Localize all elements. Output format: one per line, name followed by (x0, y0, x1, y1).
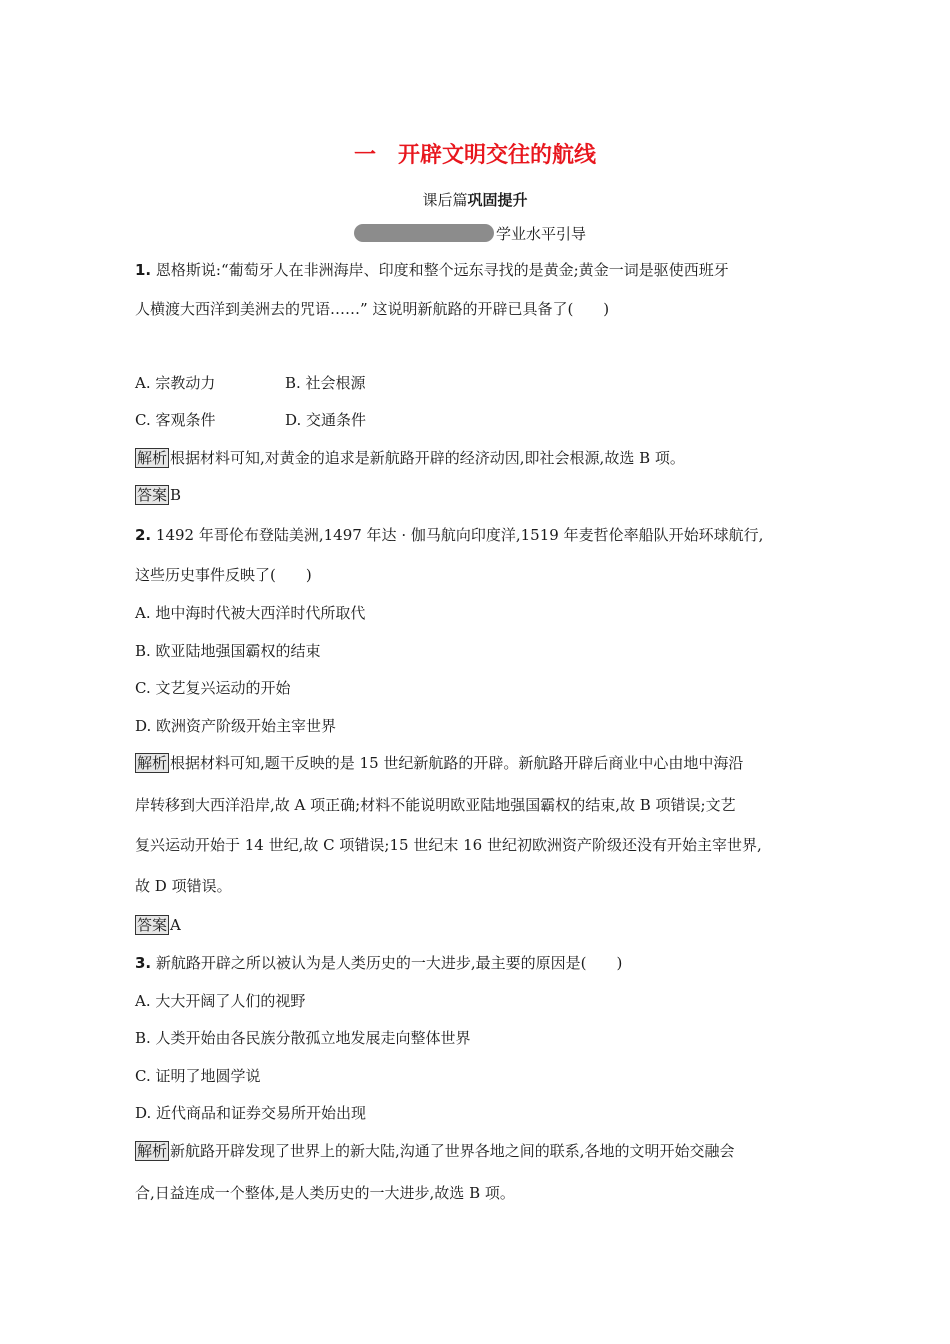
analysis-tag: 解析 (137, 754, 168, 772)
q3-option-d: D. 近代商品和证券交易所开始出现 (135, 1104, 367, 1122)
q3-stem-text1: 新航路开辟之所以被认为是人类历史的一大进步,最主要的原因是( ) (151, 954, 623, 972)
q1-stem-text1: 恩格斯说:“葡萄牙人在非洲海岸、印度和整个远东寻找的是黄金;黄金一词是驱使西班牙 (151, 261, 729, 279)
q1-answer (135, 485, 181, 505)
q1-stem-line2: 人横渡大西洋到美洲去的咒语……” 这说明新航路的开辟已具备了( ) (135, 300, 610, 318)
section-subtitle (0, 189, 950, 210)
q2-number: 2. (135, 526, 152, 544)
q2-analysis-text1: 根据材料可知,题干反映的是 15 世纪新航路的开辟。新航路开辟后商业中心由地中海沿 (170, 754, 744, 772)
q2-option-c: C. 文艺复兴运动的开始 (135, 679, 291, 697)
level-label: 学业水平引导 (496, 224, 587, 243)
q2-analysis-line3: 复兴运动开始于 14 世纪,故 C 项错误;15 世纪末 16 世纪初欧洲资产阶级还没有开始主宰世界, (135, 836, 762, 854)
q2-answer (135, 915, 181, 935)
q2-stem-text1: 1492 年哥伦布登陆美洲,1497 年达 · 伽马航向印度洋,1519 年麦哲伦率船队开始环球航行, (151, 526, 764, 544)
q2-analysis-line1 (135, 753, 743, 773)
analysis-tag: 解析 (137, 1142, 168, 1160)
q1-analysis-text: 根据材料可知,对黄金的追求是新航路开辟的经济动因,即社会根源,故选 B 项。 (170, 449, 685, 467)
q2-option-a: A. 地中海时代被大西洋时代所取代 (135, 604, 366, 622)
answer-tag: 答案 (137, 486, 168, 504)
q1-stem-line1 (135, 260, 729, 280)
q2-analysis-line2: 岸转移到大西洋沿岸,故 A 项正确;材料不能说明欧亚陆地强国霸权的结束,故 B 项错误;文艺 (135, 796, 736, 814)
page-title (0, 138, 950, 169)
q1-options-row2 (135, 410, 367, 430)
q2-analysis-line4: 故 D 项错误。 (135, 877, 232, 895)
q1-option-a: A. 宗教动力 (135, 374, 216, 392)
q3-analysis-line1 (135, 1141, 735, 1161)
subtitle-prefix: 课后篇 (422, 191, 468, 209)
q1-option-b: B. 社会根源 (285, 374, 366, 392)
title-text: 开辟文明交往的航线 (398, 143, 597, 168)
subtitle-bold: 巩固提升 (467, 191, 528, 209)
q3-analysis-line2: 合,日益连成一个整体,是人类历史的一大进步,故选 B 项。 (135, 1184, 515, 1202)
q3-option-a: A. 大大开阔了人们的视野 (135, 992, 306, 1010)
q3-stem-line1 (135, 953, 622, 973)
q3-option-b: B. 人类开始由各民族分散孤立地发展走向整体世界 (135, 1029, 471, 1047)
answer-tag: 答案 (137, 916, 168, 934)
q3-number: 3. (135, 954, 152, 972)
q3-option-c: C. 证明了地圆学说 (135, 1067, 261, 1085)
q2-stem-line2: 这些历史事件反映了( ) (135, 566, 312, 584)
q2-answer-value: A (170, 916, 181, 934)
analysis-tag: 解析 (137, 449, 168, 467)
level-banner (354, 222, 586, 244)
q2-option-d: D. 欧洲资产阶级开始主宰世界 (135, 717, 337, 735)
q2-option-b: B. 欧亚陆地强国霸权的结束 (135, 642, 321, 660)
q1-number: 1. (135, 261, 152, 279)
q1-option-c: C. 客观条件 (135, 411, 216, 429)
q1-analysis (135, 448, 685, 468)
title-number: 一 (353, 143, 376, 168)
q1-option-d: D. 交通条件 (285, 411, 367, 429)
q1-answer-value: B (170, 486, 182, 504)
level-bar (354, 224, 494, 242)
q1-options-row1 (135, 373, 366, 393)
q2-stem-line1 (135, 525, 763, 545)
q3-analysis-text1: 新航路开辟发现了世界上的新大陆,沟通了世界各地之间的联系,各地的文明开始交融会 (170, 1142, 735, 1160)
